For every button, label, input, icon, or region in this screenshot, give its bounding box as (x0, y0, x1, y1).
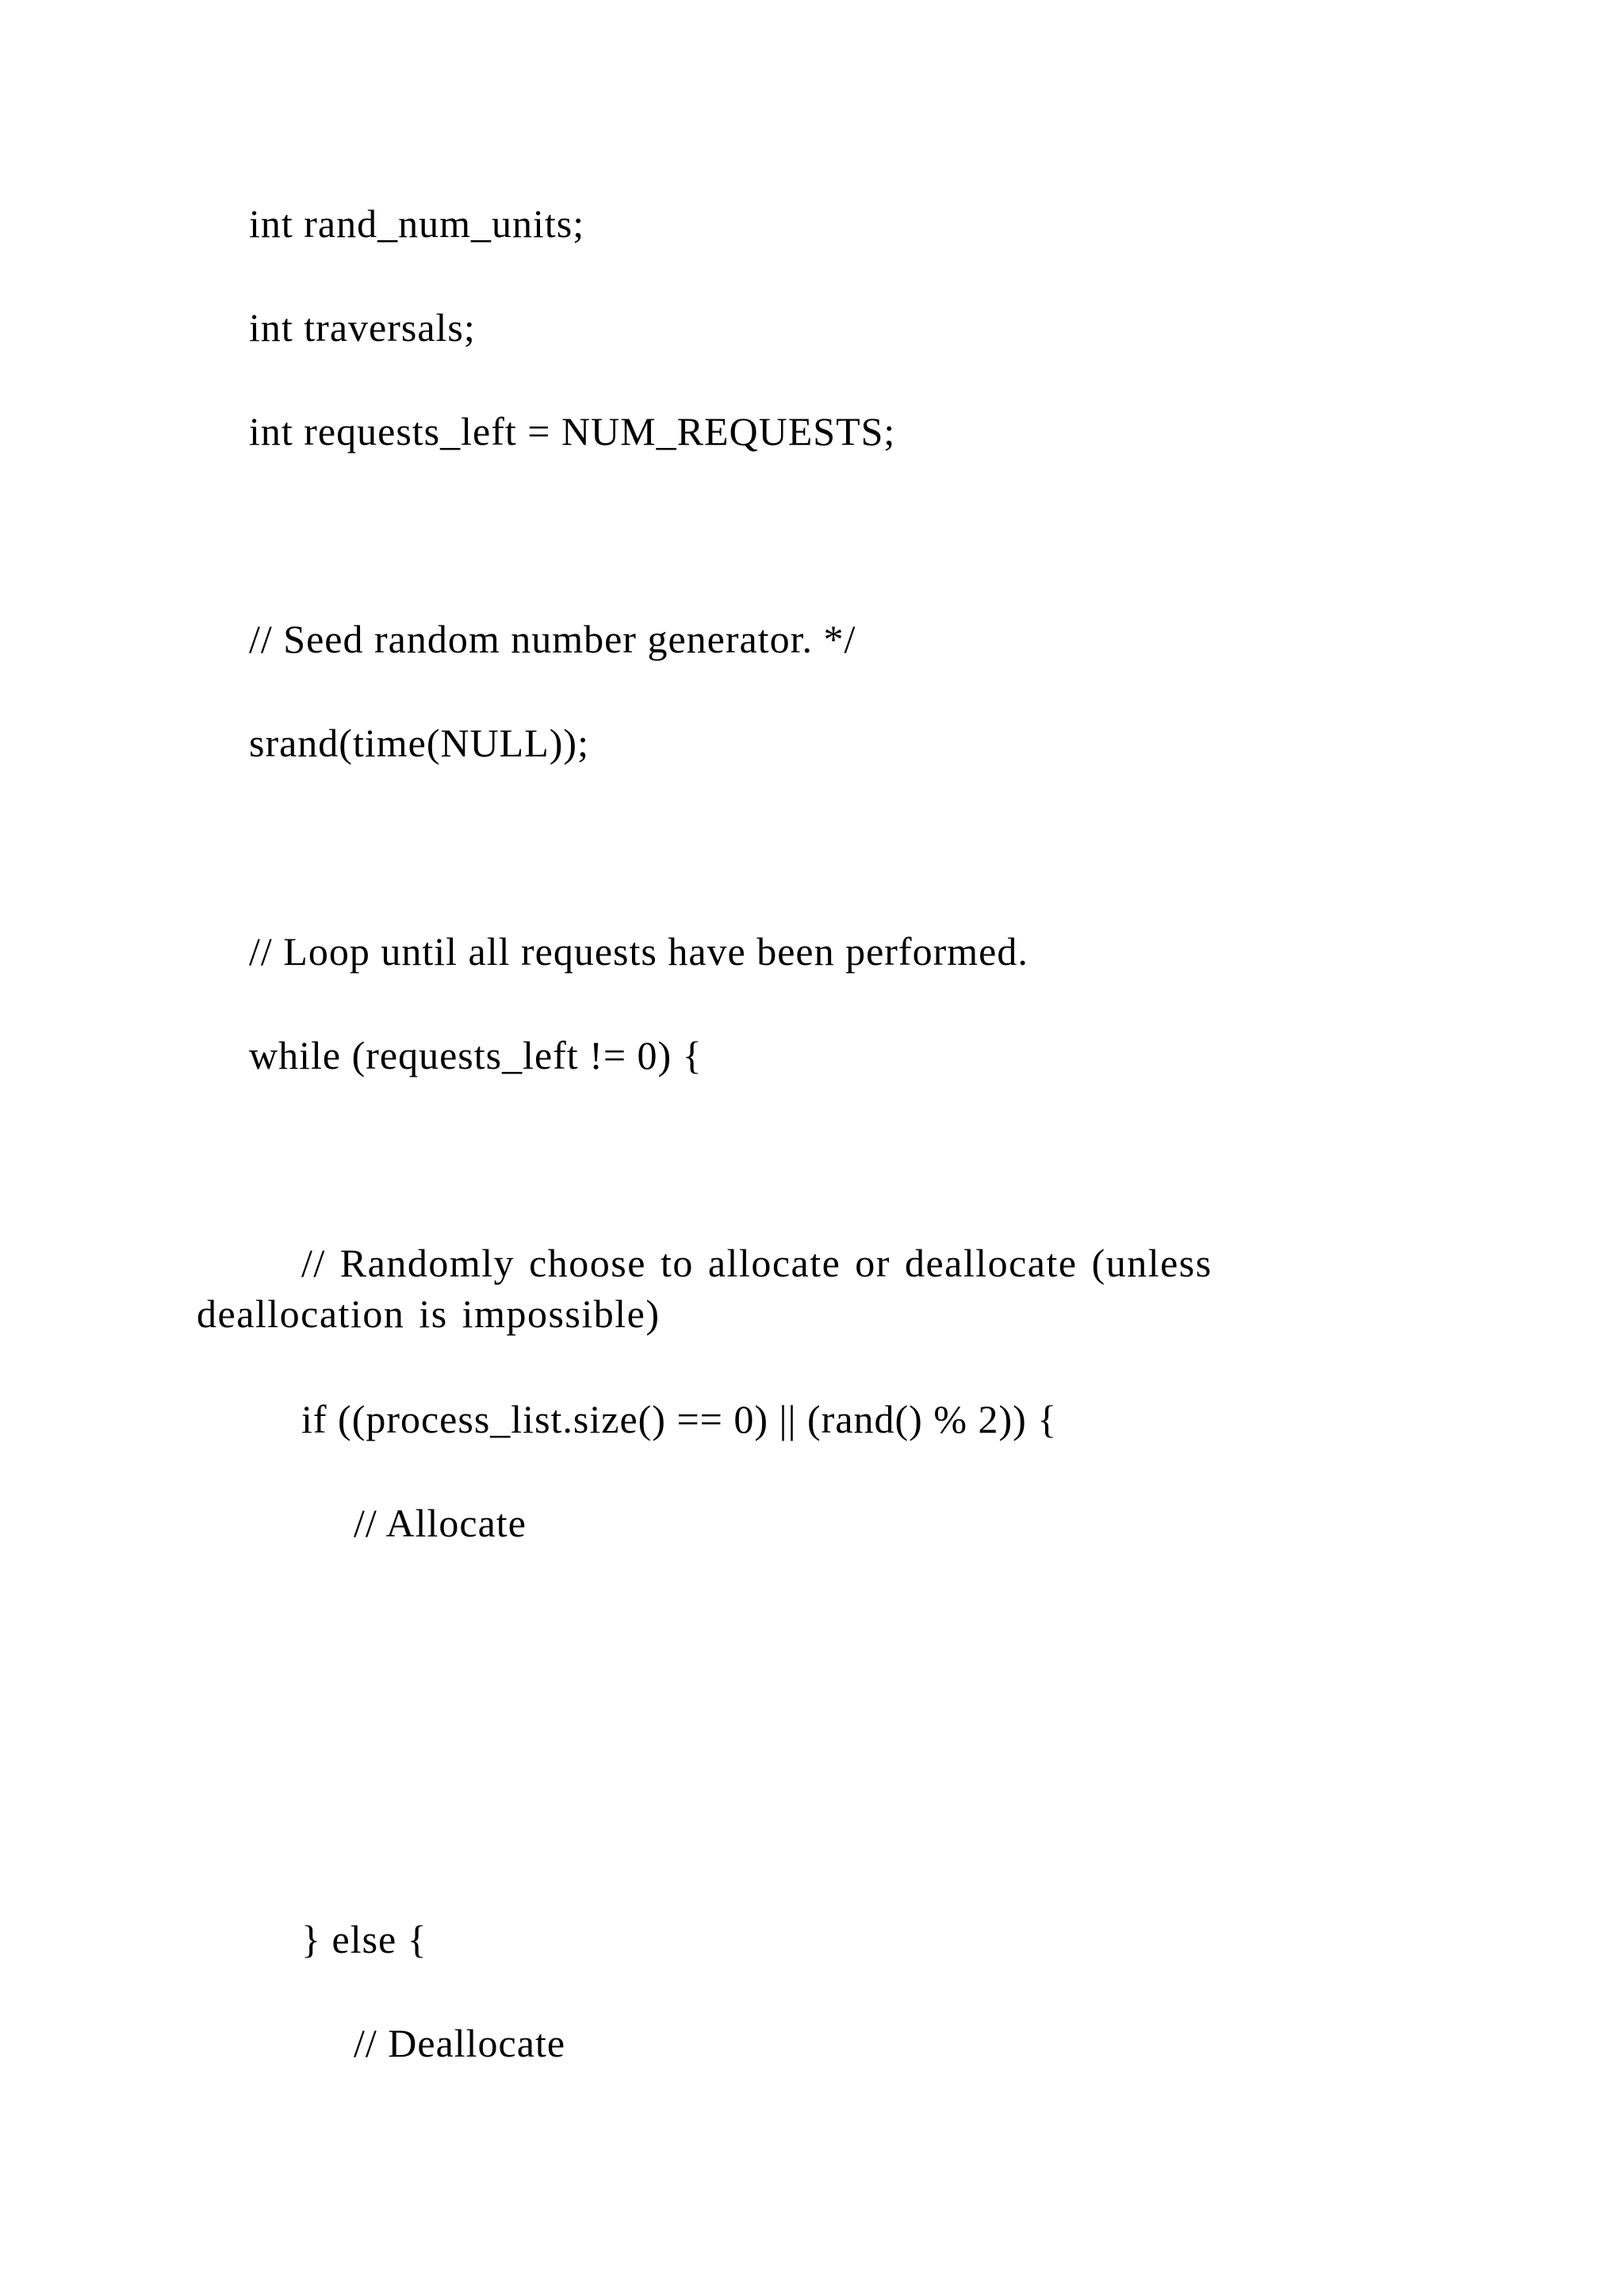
code-line-decl-rand-num-units: int rand_num_units; (249, 201, 585, 246)
code-line-while: while (requests_left != 0) { (249, 1033, 703, 1077)
code-line-srand: srand(time(NULL)); (249, 721, 589, 765)
code-line-comment-random-choice: // Randomly choose to allocate or deallocate (unless deallocation is impossible) (197, 1241, 1212, 1336)
code-line-comment-allocate: // Allocate (354, 1501, 527, 1545)
code-line-decl-traversals: int traversals; (249, 305, 476, 350)
code-line-comment-seed: // Seed random number generator. */ (249, 617, 856, 661)
code-line-if: if ((process_list.size() == 0) || (rand() % 2)) { (301, 1397, 1058, 1441)
code-line-comment-loop: // Loop until all requests have been performed. (249, 929, 1028, 974)
code-line-decl-requests-left: int requests_left = NUM_REQUESTS; (249, 409, 896, 453)
code-line-comment-deallocate: // Deallocate (354, 2021, 566, 2065)
code-line-else: } else { (301, 1917, 427, 1961)
